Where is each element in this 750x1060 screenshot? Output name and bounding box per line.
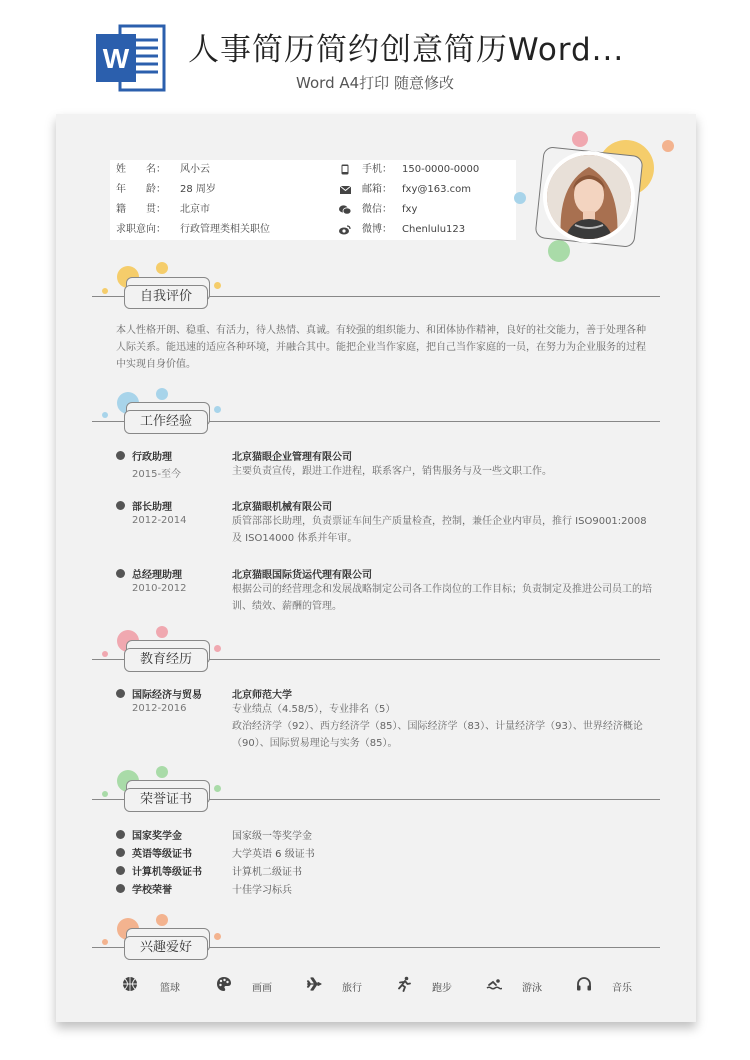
honor-value: 大学英语 6 级证书: [232, 849, 315, 860]
section-title-honors: 荣誉证书: [124, 788, 208, 812]
running-icon: [396, 976, 412, 992]
wechat-value: fxy: [402, 204, 418, 215]
age-label: 年 龄：: [116, 184, 166, 195]
decor-dot: [102, 288, 108, 294]
honor-name: 学校荣誉: [132, 885, 172, 896]
decor-dot: [214, 933, 221, 940]
education-school: 北京师范大学: [232, 690, 292, 701]
hobby-label: 旅行: [342, 983, 362, 994]
decor-dot: [102, 791, 108, 797]
bullet-icon: [116, 501, 125, 510]
age-value: 28 周岁: [180, 184, 216, 195]
education-courses: 政治经济学（92）、西方经济学（85）、国际经济学（83）、计量经济学（93）、世界经济概论（90）、国际贸易理论与实务（85）。: [232, 721, 643, 749]
document-subtitle: Word A4打印 随意修改: [296, 74, 454, 92]
svg-text:W: W: [102, 43, 130, 74]
honor-name: 国家奖学金: [132, 831, 182, 842]
work-description: 主要负责宣传，跟进工作进程，联系客户，销售服务与及一些文职工作。: [232, 466, 552, 477]
work-date: 2010-2012: [132, 583, 187, 594]
work-date: 2015-至今: [132, 469, 182, 480]
profile-info: [110, 160, 516, 240]
decor-dot: [662, 140, 674, 152]
hobby-label: 游泳: [522, 983, 542, 994]
decor-dot: [514, 192, 526, 204]
decor-dot: [156, 262, 168, 274]
work-date: 2012-2014: [132, 515, 187, 526]
bullet-icon: [116, 569, 125, 578]
decor-dot: [156, 766, 168, 778]
work-title: 总经理助理: [132, 570, 182, 581]
name-label: 姓 名：: [116, 164, 166, 175]
decor-dot: [156, 626, 168, 638]
weibo-value: Chenlulu123: [402, 224, 466, 235]
decor-dot: [214, 406, 221, 413]
header: [0, 0, 750, 110]
weibo-icon: [338, 220, 352, 243]
hometown-value: 北京市: [180, 204, 210, 215]
job-intent-label: 求职意向：: [116, 224, 166, 235]
name-value: 风小云: [180, 164, 210, 175]
decor-dot: [102, 412, 108, 418]
education-gpa: 专业绩点（4.58/5），专业排名（5）: [232, 704, 396, 715]
palette-icon: [216, 976, 232, 992]
work-description: 质管部部长助理，负责票证车间生产质量检查，控制，兼任企业内审员，推行 ISO9001:2008 及 ISO14000 体系并年审。: [232, 516, 647, 544]
mail-icon: [338, 180, 352, 202]
work-title: 部长助理: [132, 502, 172, 513]
hobby-label: 音乐: [612, 983, 632, 994]
profile-row: [110, 220, 516, 240]
bullet-icon: [116, 689, 125, 698]
decor-dot: [156, 914, 168, 926]
education-date: 2012-2016: [132, 703, 187, 714]
bullet-icon: [116, 866, 125, 875]
honor-value: 十佳学习标兵: [232, 885, 292, 896]
profile-row: [110, 200, 516, 220]
hobby-label: 篮球: [160, 983, 180, 994]
weibo-label: 微博：: [362, 224, 392, 235]
decor-dot: [214, 282, 221, 289]
decor-dot: [548, 240, 570, 262]
decor-dot: [214, 785, 221, 792]
swimming-icon: [486, 976, 502, 992]
decor-dot: [214, 645, 221, 652]
hobby-label: 画画: [252, 983, 272, 994]
decor-dot: [102, 939, 108, 945]
section-title-work: 工作经验: [124, 410, 208, 434]
phone-label: 手机：: [362, 164, 392, 175]
honor-value: 国家级一等奖学金: [232, 831, 312, 842]
section-title-education: 教育经历: [124, 648, 208, 672]
profile-row: [110, 160, 516, 180]
work-company: 北京猫眼企业管理有限公司: [232, 452, 352, 463]
work-company: 北京猫眼机械有限公司: [232, 502, 332, 513]
phone-value: 150-0000-0000: [402, 164, 480, 175]
section-title-self: 自我评价: [124, 285, 208, 309]
work-title: 行政助理: [132, 452, 172, 463]
education-major: 国际经济与贸易: [132, 690, 202, 701]
work-company: 北京猫眼国际货运代理有限公司: [232, 570, 372, 581]
airplane-icon: [306, 976, 322, 992]
profile-row: [110, 180, 516, 200]
headphones-icon: [576, 976, 592, 992]
decor-dot: [572, 131, 588, 147]
job-intent-value: 行政管理类相关职位: [180, 224, 270, 235]
hometown-label: 籍 贯：: [116, 204, 166, 215]
section-title-hobbies: 兴趣爱好: [124, 936, 208, 960]
decor-dot: [156, 388, 168, 400]
bullet-icon: [116, 451, 125, 460]
basketball-icon: [122, 976, 138, 992]
bullet-icon: [116, 830, 125, 839]
avatar: [543, 151, 635, 243]
hobby-label: 跑步: [432, 983, 452, 994]
email-label: 邮箱：: [362, 184, 392, 195]
work-description: 根据公司的经营理念和发展战略制定公司各工作岗位的工作目标；负责制定及推进公司员工的培训、绩效、薪酬的管理。: [232, 584, 652, 612]
honor-name: 英语等级证书: [132, 849, 192, 860]
bullet-icon: [116, 848, 125, 857]
honor-name: 计算机等级证书: [132, 867, 202, 878]
self-evaluation-text: 本人性格开朗、稳重、有活力，待人热情、真诚。有较强的组织能力、和团体协作精神，良好的社交能力，善于处理各种人际关系。能迅速的适应各种环境，并融合其中。能把企业当作家庭，把自己当作家庭的一员，在努力为企业服务的过程中实现自身价值。: [116, 325, 646, 370]
wechat-label: 微信：: [362, 204, 392, 215]
bullet-icon: [116, 884, 125, 893]
document-title: 人事简历简约创意简历Word...: [188, 32, 625, 68]
decor-dot: [102, 651, 108, 657]
honor-value: 计算机二级证书: [232, 867, 302, 878]
email-value: fxy@163.com: [402, 184, 471, 195]
resume-page: [56, 114, 696, 1022]
